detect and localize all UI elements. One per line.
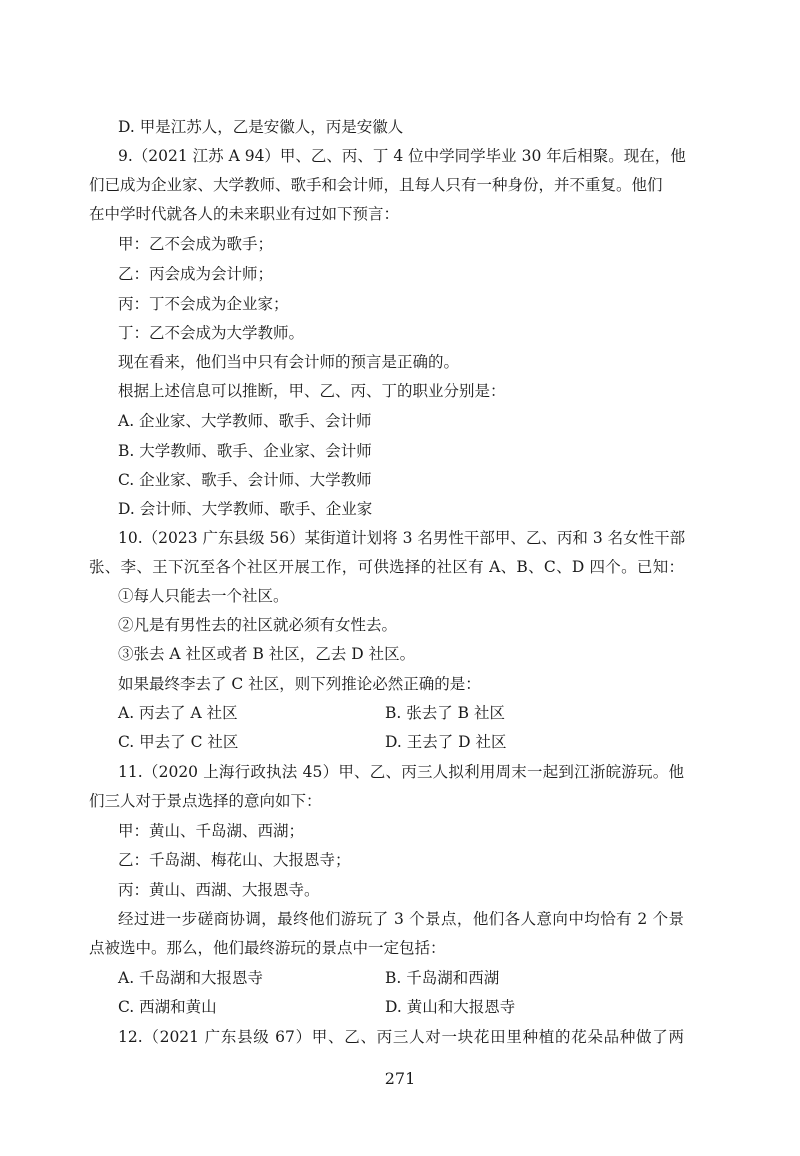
q10-option-d: D. 王去了 D 社区 bbox=[385, 733, 507, 751]
page-number: 271 bbox=[384, 1069, 416, 1088]
q11-preference-yi: 乙：千岛湖、梅花山、大报恩寺； bbox=[118, 851, 351, 869]
q10-option-b: B. 张去了 B 社区 bbox=[385, 704, 505, 722]
q11-option-d: D. 黄山和大报恩寺 bbox=[385, 998, 516, 1016]
q11-condition-line-2: 点被选中。那么，他们最终游玩的景点中一定包括： bbox=[89, 939, 446, 957]
q10-condition-3: ③张去 A 社区或者 B 社区，乙去 D 社区。 bbox=[118, 645, 416, 663]
q10-stem-line-2: 张、李、王下沉至各个社区开展工作，可供选择的社区有 A、B、C、D 四个。已知： bbox=[89, 558, 684, 576]
q11-stem-line-2: 们三人对于景点选择的意向如下： bbox=[89, 792, 322, 810]
q9-option-a: A. 企业家、大学教师、歌手、会计师 bbox=[118, 412, 372, 430]
q11-preference-jia: 甲：黄山、千岛湖、西湖； bbox=[118, 822, 305, 840]
q9-option-d: D. 会计师、大学教师、歌手、企业家 bbox=[118, 500, 373, 518]
q10-question: 如果最终李去了 C 社区，则下列推论必然正确的是： bbox=[118, 675, 481, 693]
q9-condition: 现在看来，他们当中只有会计师的预言是正确的。 bbox=[118, 353, 460, 371]
q11-option-c: C. 西湖和黄山 bbox=[118, 998, 217, 1016]
q8-option-d: D. 甲是江苏人，乙是安徽人，丙是安徽人 bbox=[118, 118, 404, 136]
q9-question: 根据上述信息可以推断，甲、乙、丙、丁的职业分别是： bbox=[118, 382, 506, 400]
q9-option-b: B. 大学教师、歌手、企业家、会计师 bbox=[118, 442, 372, 460]
q11-option-b: B. 千岛湖和西湖 bbox=[385, 969, 500, 987]
q10-condition-1: ①每人只能去一个社区。 bbox=[118, 587, 289, 605]
q11-condition-line-1: 经过进一步磋商协调，最终他们游玩了 3 个景点，他们各人意向中均恰有 2 个景 bbox=[118, 910, 684, 928]
q10-condition-2: ②凡是有男性去的社区就必须有女性去。 bbox=[118, 616, 398, 634]
q9-stem-line-3: 在中学时代就各人的未来职业有过如下预言： bbox=[89, 205, 400, 223]
q9-statement-bing: 丙：丁不会成为企业家； bbox=[118, 295, 289, 313]
q10-option-a: A. 丙去了 A 社区 bbox=[118, 704, 238, 722]
q9-stem-line-2: 们已成为企业家、大学教师、歌手和会计师，且每人只有一种身份，并不重复。他们 bbox=[89, 176, 663, 194]
q10-option-c: C. 甲去了 C 社区 bbox=[118, 733, 239, 751]
q9-statement-yi: 乙：丙会成为会计师； bbox=[118, 265, 274, 283]
q11-preference-bing: 丙：黄山、西湖、大报恩寺。 bbox=[118, 881, 320, 899]
q9-statement-jia: 甲：乙不会成为歌手； bbox=[118, 235, 274, 253]
q9-statement-ding: 丁：乙不会成为大学教师。 bbox=[118, 324, 305, 342]
q11-stem-line-1: 11.（2020 上海行政执法 45）甲、乙、丙三人拟利用周末一起到江浙皖游玩。他 bbox=[118, 763, 684, 781]
q10-stem-line-1: 10.（2023 广东县级 56）某街道计划将 3 名男性干部甲、乙、丙和 3 名女性干部 bbox=[118, 529, 686, 547]
q12-stem-line-1: 12.（2021 广东县级 67）甲、乙、丙三人对一块花田里种植的花朵品种做了两 bbox=[118, 1028, 684, 1046]
q9-option-c: C. 企业家、歌手、会计师、大学教师 bbox=[118, 471, 372, 489]
q9-stem-line-1: 9.（2021 江苏 A 94）甲、乙、丙、丁 4 位中学同学毕业 30 年后相聚。现在，他 bbox=[118, 147, 686, 165]
q11-option-a: A. 千岛湖和大报恩寺 bbox=[118, 969, 264, 987]
